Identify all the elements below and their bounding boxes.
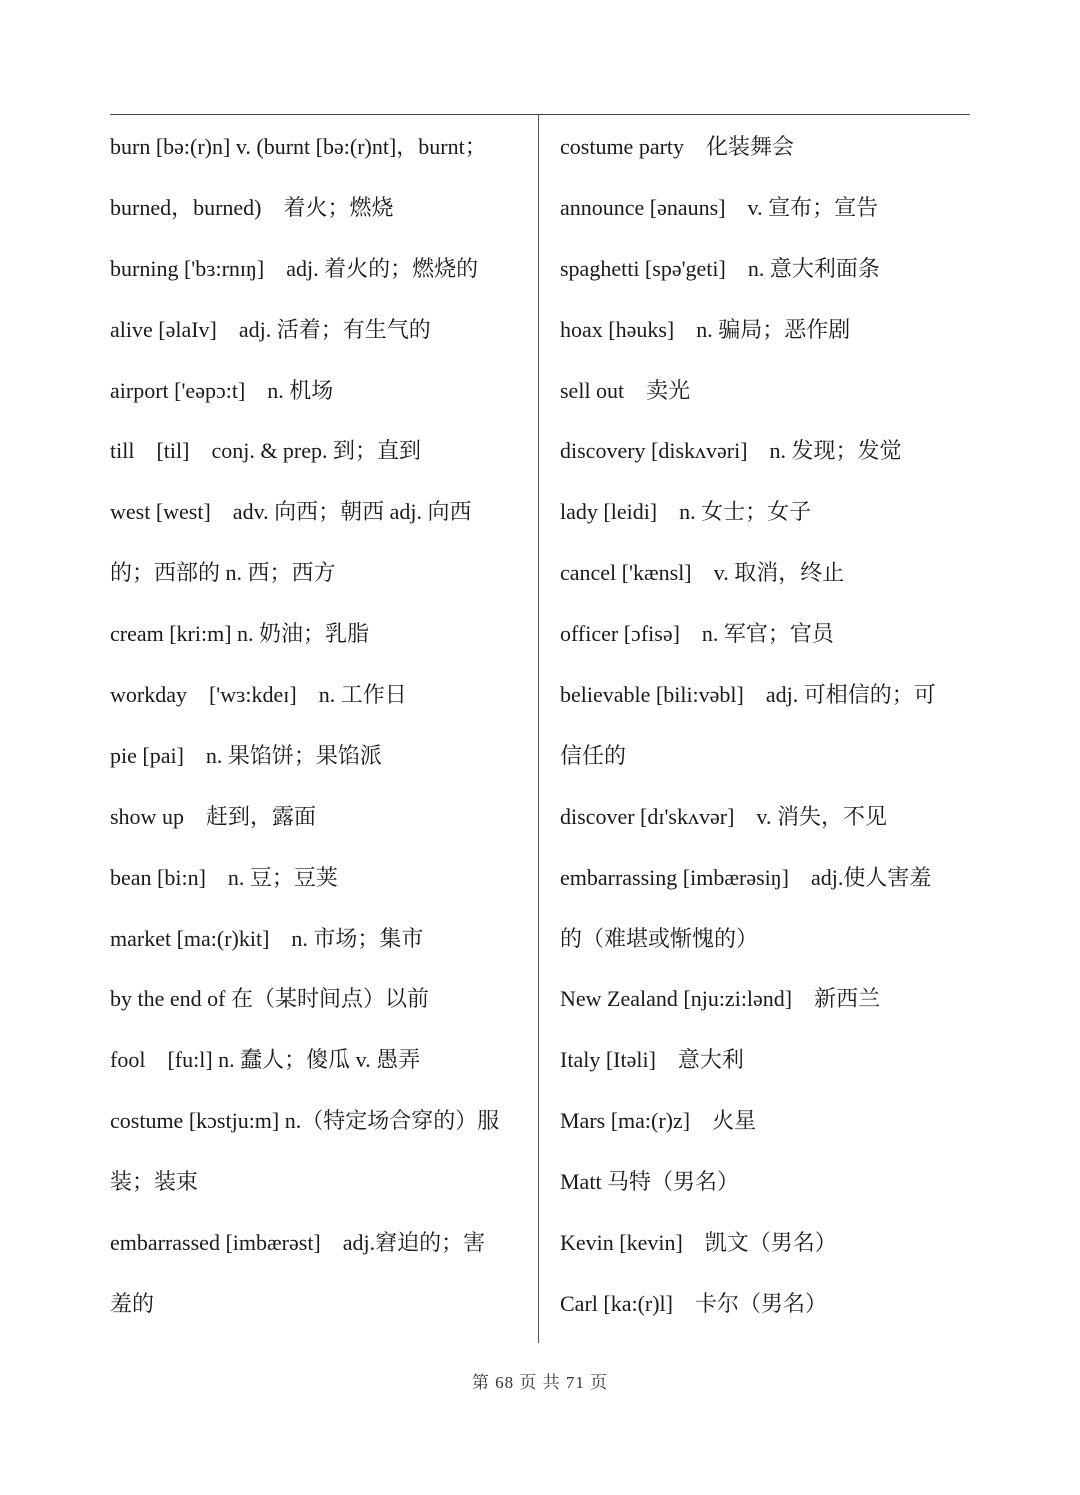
column-divider <box>538 115 539 1343</box>
vocab-line: spaghetti [spə'geti] n. 意大利面条 <box>560 255 880 281</box>
vocab-line: embarrassed [imbærəst] adj.窘迫的；害 <box>110 1230 486 1256</box>
vocab-line: New Zealand [nju:zi:lənd] 新西兰 <box>560 986 881 1012</box>
vocab-line: discover [dɪ'skʌvər] v. 消失，不见 <box>560 803 887 829</box>
vocab-line: costume [kɔstju:m] n.（特定场合穿的）服 <box>110 1108 500 1134</box>
vocab-line: sell out 卖光 <box>560 377 691 403</box>
vocab-line: cream [kri:m] n. 奶油；乳脂 <box>110 621 370 647</box>
vocab-line: discovery [diskʌvəri] n. 发现；发觉 <box>560 438 902 464</box>
vocab-line: fool [fu:l] n. 蠢人；傻瓜 v. 愚弄 <box>110 1047 421 1073</box>
vocabulary-column-left <box>110 117 528 1335</box>
vocab-line: Kevin [kevin] 凯文（男名） <box>560 1230 837 1256</box>
vocab-line: 信任的 <box>560 742 627 768</box>
vocab-line: Carl [ka:(r)l] 卡尔（男名） <box>560 1290 827 1316</box>
vocab-line: burn [bə:(r)n] v. (burnt [bə:(r)nt]，burnt； <box>110 134 487 159</box>
vocab-line: burned，burned) 着火；燃烧 <box>110 194 394 220</box>
vocab-line: announce [ənauns] v. 宣布；宣告 <box>560 194 879 220</box>
vocab-line: 羞的 <box>110 1290 155 1316</box>
vocab-line: costume party 化装舞会 <box>560 134 795 159</box>
vocab-line: officer [ɔfisə] n. 军官；官员 <box>560 621 834 647</box>
vocab-line: show up 赶到，露面 <box>110 803 316 829</box>
vocab-line: alive [əlaIv] adj. 活着；有生气的 <box>110 316 431 342</box>
top-rule <box>110 114 970 115</box>
vocab-line: bean [bi:n] n. 豆；豆荚 <box>110 864 338 890</box>
vocab-line: 的；西部的 n. 西；西方 <box>110 560 336 586</box>
vocab-line: embarrassing [imbærəsiŋ] adj.使人害羞 <box>560 864 932 890</box>
vocab-line: market [ma:(r)kit] n. 市场；集市 <box>110 925 424 951</box>
vocab-line: 装；装束 <box>110 1169 199 1195</box>
vocab-line: pie [pai] n. 果馅饼；果馅派 <box>110 742 382 768</box>
vocab-line: by the end of 在（某时间点）以前 <box>110 986 429 1012</box>
vocab-line: workday ['wɜ:kdeɪ] n. 工作日 <box>110 682 407 708</box>
vocab-line: airport ['eəpɔ:t] n. 机场 <box>110 377 334 403</box>
vocab-line: west [west] adv. 向西；朝西 adj. 向西 <box>110 499 472 525</box>
vocabulary-column-right <box>560 117 972 1335</box>
page-number-footer: 第 68 页 共 71 页 <box>471 1373 609 1392</box>
vocab-line: hoax [həuks] n. 骗局；恶作剧 <box>560 316 851 342</box>
vocab-line: 的（难堪或惭愧的） <box>560 925 759 951</box>
vocab-line: cancel ['kænsl] v. 取消，终止 <box>560 560 845 586</box>
vocab-line: till [til] conj. & prep. 到；直到 <box>110 438 422 464</box>
vocab-line: lady [leidi] n. 女士；女子 <box>560 499 812 525</box>
vocab-line: burning ['bɜ:rnɪŋ] adj. 着火的；燃烧的 <box>110 255 479 281</box>
vocab-line: Mars [ma:(r)z] 火星 <box>560 1108 757 1134</box>
vocab-line: Italy [Itəli] 意大利 <box>560 1047 744 1073</box>
vocab-line: Matt 马特（男名） <box>560 1169 740 1195</box>
vocab-line: believable [bili:vəbl] adj. 可相信的；可 <box>560 682 936 708</box>
